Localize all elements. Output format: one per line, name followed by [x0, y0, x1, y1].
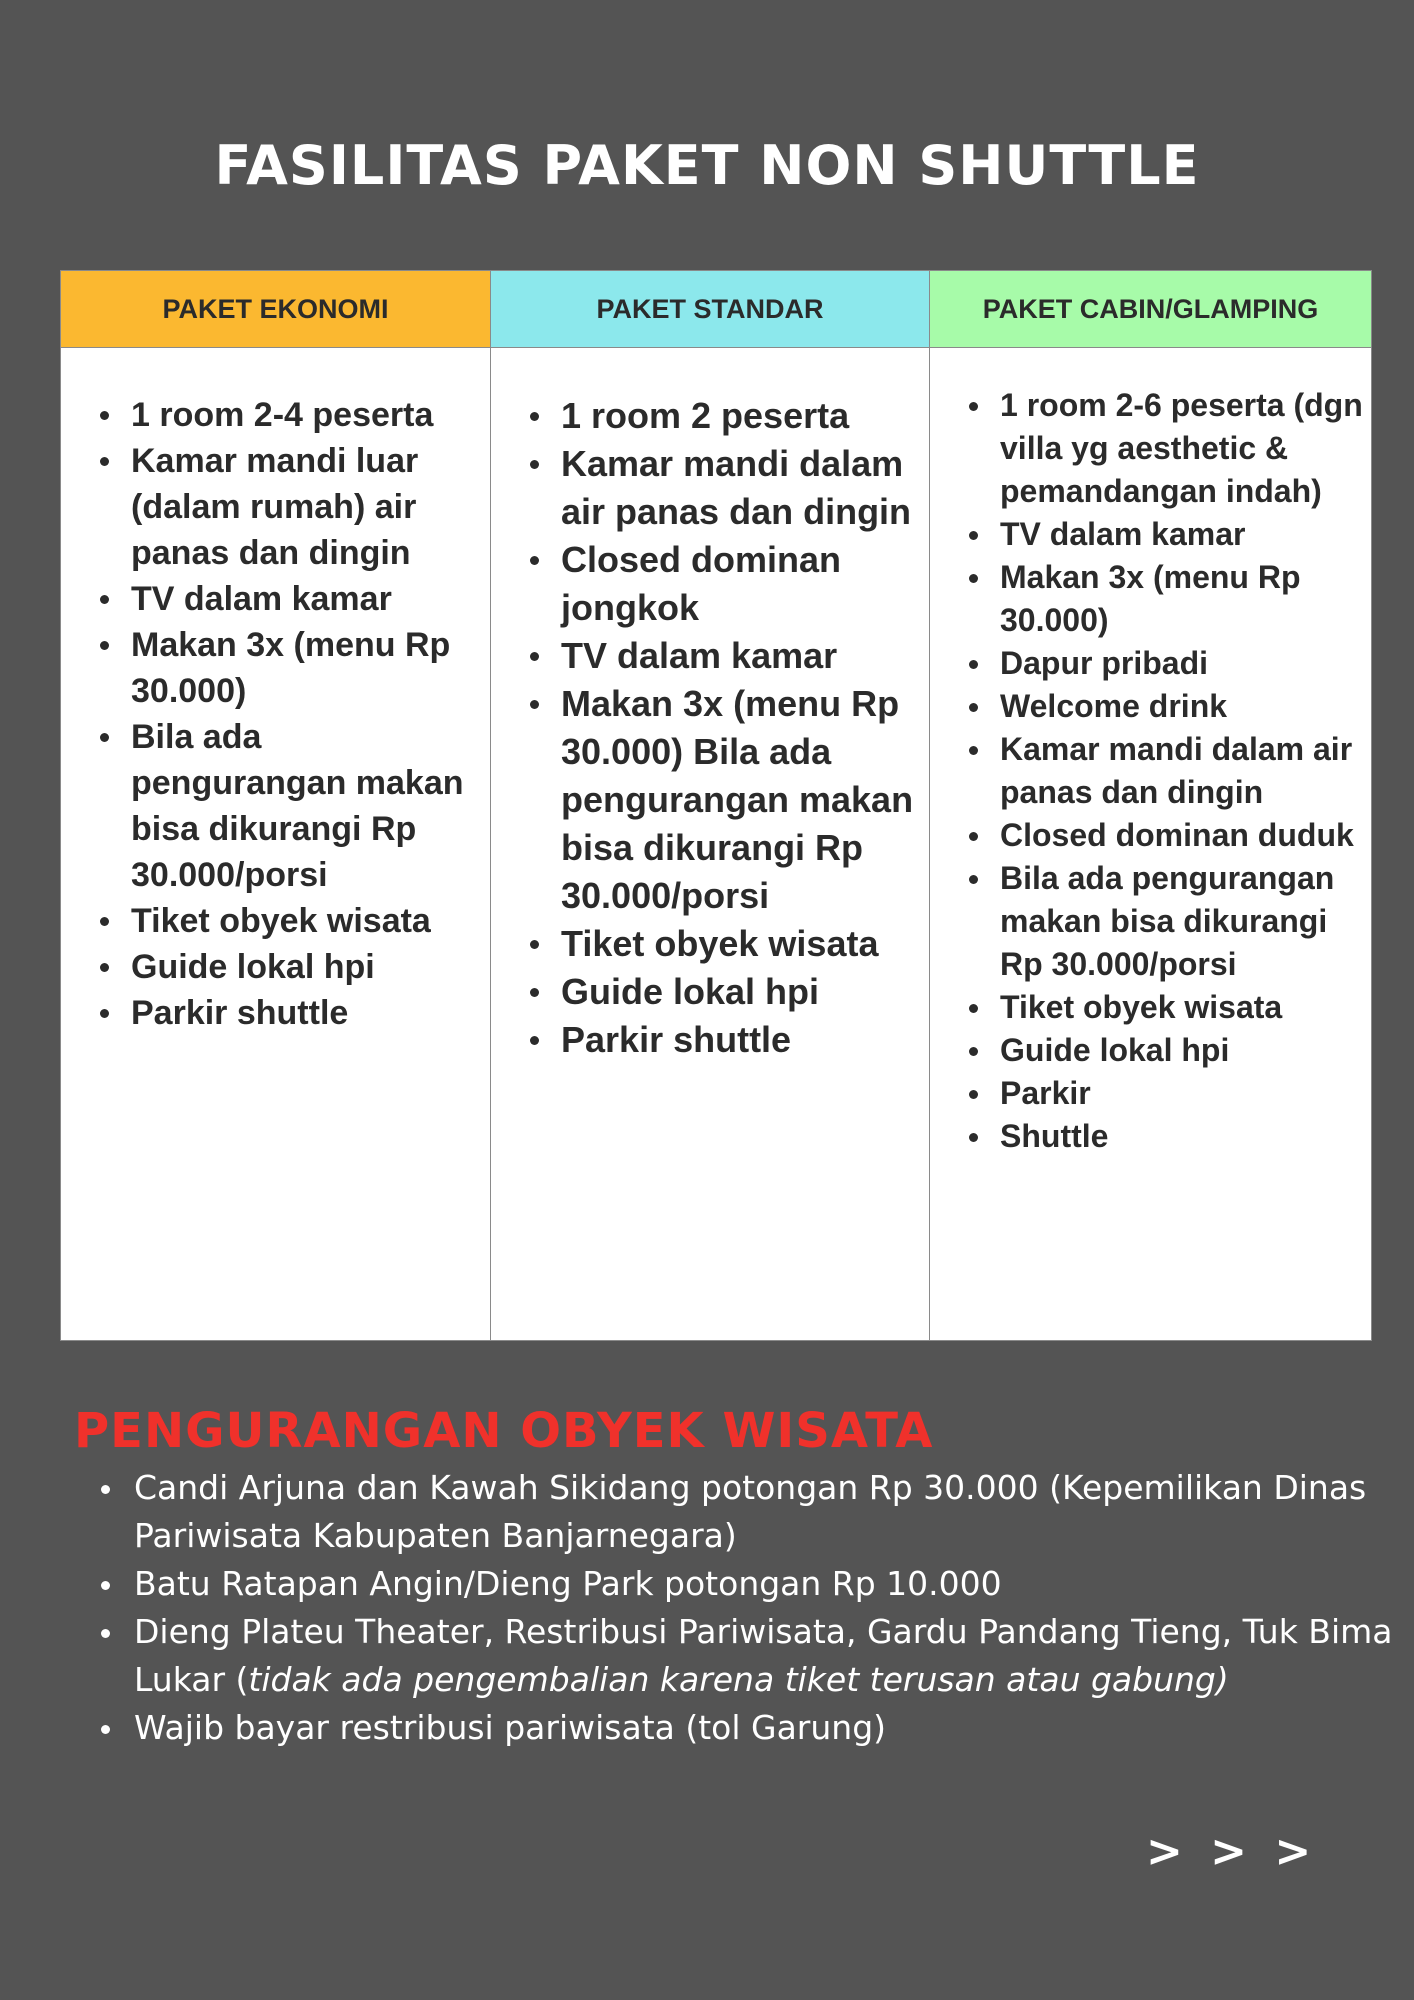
facility-item: Tiket obyek wisata — [1000, 986, 1365, 1029]
facility-item: Guide lokal hpi — [131, 944, 478, 990]
reduction-heading: PENGURANGAN OBYEK WISATA — [74, 1403, 934, 1459]
reduction-item-text: Candi Arjuna dan Kawah Sikidang potongan Rp 30.000 (Kepemilikan Dinas Pariwisata Kabupaten Banjarnegara) — [134, 1468, 1367, 1555]
reduction-list — [74, 1464, 1414, 1752]
facility-item: Kamar mandi dalam air panas dan dingin — [561, 440, 919, 536]
package-header-standar: PAKET STANDAR — [491, 271, 930, 348]
facility-item: Tiket obyek wisata — [131, 898, 478, 944]
package-cell-ekonomi — [61, 348, 491, 1341]
facility-item: Parkir shuttle — [561, 1016, 919, 1064]
facility-item: Shuttle — [1000, 1115, 1365, 1158]
package-table — [60, 270, 1372, 1341]
reduction-item — [134, 1560, 1414, 1608]
facility-list-cabin-glamping — [930, 348, 1371, 1158]
package-header-ekonomi: PAKET EKONOMI — [61, 271, 491, 348]
facility-item: Bila ada pengurangan makan bisa dikurangi Rp 30.000/porsi — [1000, 857, 1365, 986]
facility-item: Closed dominan jongkok — [561, 536, 919, 632]
facility-item: Tiket obyek wisata — [561, 920, 919, 968]
facility-item: Dapur pribadi — [1000, 642, 1365, 685]
facility-item: 1 room 2-4 peserta — [131, 392, 478, 438]
facility-item: Guide lokal hpi — [1000, 1029, 1365, 1072]
facility-item: Parkir — [1000, 1072, 1365, 1115]
facility-item: TV dalam kamar — [1000, 513, 1365, 556]
reduction-item-text: Dieng Plateu Theater, Restribusi Pariwisata, Gardu Pandang Tieng, Tuk Bima Lukar ( — [134, 1612, 1393, 1699]
facility-item: 1 room 2-6 peserta (dgn villa yg aesthetic & pemandangan indah) — [1000, 384, 1365, 513]
reduction-item — [134, 1464, 1414, 1560]
facility-item: Makan 3x (menu Rp 30.000) — [1000, 556, 1365, 642]
facility-item: Bila ada pengurangan makan bisa dikurangi Rp 30.000/porsi — [131, 714, 478, 898]
package-header-cabin-glamping: PAKET CABIN/GLAMPING — [930, 271, 1372, 348]
facility-item: Makan 3x (menu Rp 30.000) Bila ada pengurangan makan bisa dikurangi Rp 30.000/porsi — [561, 680, 919, 920]
facility-list-ekonomi — [61, 348, 490, 1036]
facility-item: Makan 3x (menu Rp 30.000) — [131, 622, 478, 714]
reduction-item-note: tidak ada pengembalian karena tiket terusan atau gabung) — [248, 1660, 1229, 1699]
package-header-row — [61, 271, 1372, 348]
next-page-arrows[interactable]: > > > — [1146, 1826, 1318, 1877]
page-title: FASILITAS PAKET NON SHUTTLE — [214, 134, 1200, 197]
facility-item: Parkir shuttle — [131, 990, 478, 1036]
package-cell-standar — [491, 348, 930, 1341]
reduction-item — [134, 1704, 1414, 1752]
facility-item: Kamar mandi dalam air panas dan dingin — [1000, 728, 1365, 814]
package-body-row — [61, 348, 1372, 1341]
package-cell-cabin-glamping — [930, 348, 1372, 1341]
reduction-item — [134, 1608, 1414, 1704]
reduction-item-text: Batu Ratapan Angin/Dieng Park potongan Rp 10.000 — [134, 1564, 1002, 1603]
facility-item: Closed dominan duduk — [1000, 814, 1365, 857]
reduction-item-text: Wajib bayar restribusi pariwisata (tol Garung) — [134, 1708, 887, 1747]
facility-item: TV dalam kamar — [561, 632, 919, 680]
facility-item: TV dalam kamar — [131, 576, 478, 622]
facility-item: Welcome drink — [1000, 685, 1365, 728]
facility-item: Guide lokal hpi — [561, 968, 919, 1016]
facility-item: Kamar mandi luar (dalam rumah) air panas dan dingin — [131, 438, 478, 576]
facility-item: 1 room 2 peserta — [561, 392, 919, 440]
facility-list-standar — [491, 348, 929, 1064]
